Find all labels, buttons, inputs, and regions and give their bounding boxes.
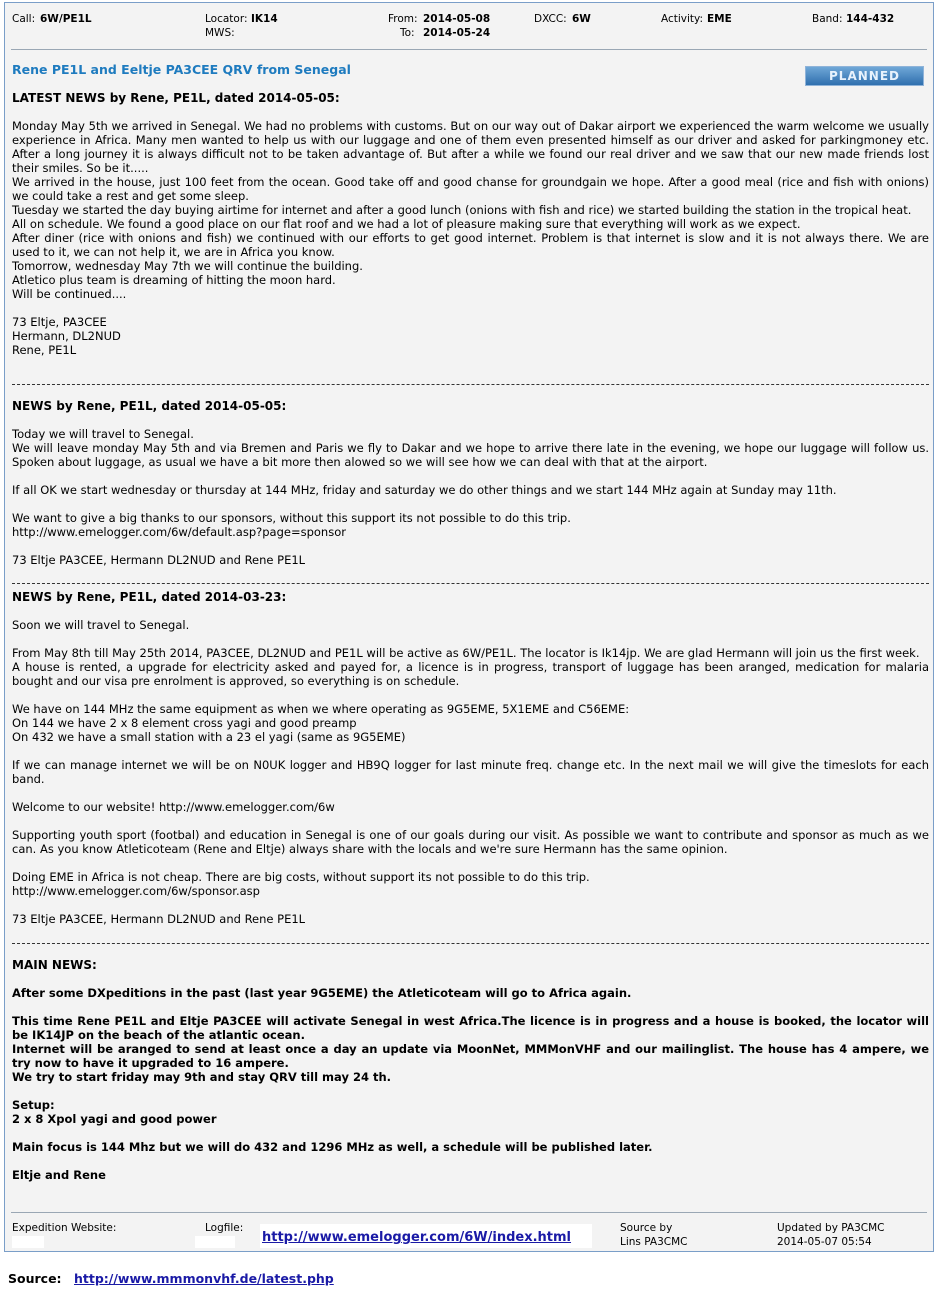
source-by-label: Source by <box>620 1222 673 1234</box>
expedition-card <box>4 2 934 1252</box>
locator-label: Locator: <box>205 13 248 25</box>
activity-label: Activity: <box>661 13 704 25</box>
call-label: Call: <box>12 13 36 25</box>
mws-label: MWS: <box>205 27 235 39</box>
signature-line: 73 Eltje PA3CEE, Hermann DL2NUD and Rene PE1L <box>12 553 306 567</box>
news-paragraph: We have on 144 MHz the same equipment as when we where operating as 9G5EME, 5X1EME and C56EME: <box>12 702 630 716</box>
news-heading: NEWS by Rene, PE1L, dated 2014-03-23: <box>12 590 287 604</box>
news-paragraph: Tuesday we started the day buying airtime for internet and after a good lunch (onions with fish and rice) we started building the station in the tropical heat. <box>12 203 912 217</box>
news-paragraph: A house is rented, a upgrade for electricity asked and payed for, a licence is in progress, transport of luggage has been aranged, medication for malaria bought and our visa pre enrolment is approved, so everything is on schedule. <box>12 660 929 688</box>
band-label: Band: <box>812 13 843 25</box>
source-by-value: Lins PA3CMC <box>620 1236 688 1248</box>
news-paragraph: Today we will travel to Senegal. <box>12 427 194 441</box>
logfile-label: Logfile: <box>205 1222 244 1234</box>
activity-value: EME <box>707 13 732 25</box>
source-link[interactable]: http://www.mmmonvhf.de/latest.php <box>74 1271 334 1286</box>
news-paragraph: If we can manage internet we will be on N0UK logger and HB9Q logger for last minute freq. change etc. In the next mail we will give the timeslots for each band. <box>12 758 929 786</box>
setup-label: Setup: <box>12 1098 55 1112</box>
news-paragraph: We arrived in the house, just 100 feet from the ocean. Good take off and good chanse for groundgain we hope. After a good meal (rice and fish with onions) we could take a rest and get some sleep. <box>12 175 929 203</box>
header-divider <box>11 49 927 50</box>
call-value: 6W/PE1L <box>40 13 92 25</box>
setup-value: 2 x 8 Xpol yagi and good power <box>12 1112 217 1126</box>
logfile-value-box <box>195 1236 235 1248</box>
news-paragraph: Soon we will travel to Senegal. <box>12 618 190 632</box>
main-news-paragraph: Main focus is 144 Mhz but we will do 432 and 1296 MHz as well, a schedule will be published later. <box>12 1140 653 1154</box>
news-paragraph: Monday May 5th we arrived in Senegal. We had no problems with customs. But on our way out of Dakar airport we experienced the warm welcome we usually experience in Africa. Many men wanted to help us with our luggage and one of them even presented himself as our driver and asked for parkingmoney etc. After a long journey it is always difficult not to be taken advantage of. But after a while we found our real driver and we saw that our new made friends lost their smiles. So be it..... <box>12 119 929 175</box>
from-label: From: <box>388 13 418 25</box>
expedition-title: Rene PE1L and Eeltje PA3CEE QRV from Senegal <box>12 62 351 77</box>
dxcc-value: 6W <box>572 13 591 25</box>
news-paragraph: We will leave monday May 5th and via Bremen and Paris we fly to Dakar and we hope to arrive there late in the evening, we hope our luggage will follow us. Spoken about luggage, as usual we have a bit more then alowed so we will see how we can deal with that at the airport. <box>12 441 929 469</box>
main-news-paragraph: After some DXpeditions in the past (last year 9G5EME) the Atleticoteam will go to Africa again. <box>12 986 632 1000</box>
sponsor-url: http://www.emelogger.com/6w/sponsor.asp <box>12 884 260 898</box>
updated-label: Updated by PA3CMC <box>777 1222 885 1234</box>
locator-value: IK14 <box>251 13 278 25</box>
news-paragraph: We want to give a big thanks to our sponsors, without this support its not possible to do this trip. <box>12 511 571 525</box>
news-paragraph: After diner (rice with onions and fish) we continued with our efforts to get good internet. Problem is that internet is slow and it is not always there. We are used to it, we can not help it, we are in Africa you know. <box>12 231 929 259</box>
section-divider <box>12 384 929 385</box>
band-value: 144-432 <box>846 13 895 25</box>
main-news-paragraph: Internet will be aranged to send at least once a day an update via MoonNet, MMMonVHF and our mailinglist. The house has 4 ampere, we try now to have it upgraded to 16 ampere. <box>12 1042 929 1070</box>
sponsor-url: http://www.emelogger.com/6w/default.asp?page=sponsor <box>12 525 346 539</box>
news-paragraph: From May 8th till May 25th 2014, PA3CEE, DL2NUD and PE1L will be active as 6W/PE1L. The locator is Ik14jp. We are glad Hermann will join us the first week. <box>12 646 920 660</box>
main-news-signature: Eltje and Rene <box>12 1168 106 1182</box>
news-paragraph: Doing EME in Africa is not cheap. There are big costs, without support its not possible to do this trip. <box>12 870 590 884</box>
news-heading: NEWS by Rene, PE1L, dated 2014-05-05: <box>12 399 287 413</box>
news-paragraph: On 432 we have a small station with a 23 el yagi (same as 9G5EME) <box>12 730 406 744</box>
section-divider <box>12 583 929 584</box>
news-paragraph: Atletico plus team is dreaming of hitting the moon hard. <box>12 273 336 287</box>
signature-line: Hermann, DL2NUD <box>12 329 121 343</box>
signature-line: 73 Eltje, PA3CEE <box>12 315 107 329</box>
news-paragraph: Tomorrow, wednesday May 7th we will continue the building. <box>12 259 363 273</box>
main-news-heading: MAIN NEWS: <box>12 958 97 972</box>
news-heading: LATEST NEWS by Rene, PE1L, dated 2014-05-05: <box>12 91 340 105</box>
status-badge: PLANNED <box>805 66 924 86</box>
news-paragraph: If all OK we start wednesday or thursday at 144 MHz, friday and saturday we do other things and we start 144 MHz again at Sunday may 11th. <box>12 483 837 497</box>
news-paragraph: Supporting youth sport (footbal) and education in Senegal is one of our goals during our visit. As possible we want to contribute and sponsor as much as we can. As you know Atleticoteam (Rene and Eltje) always share with the locals and we're sure Hermann has the same opinion. <box>12 828 929 856</box>
to-label: To: <box>400 27 415 39</box>
to-value: 2014-05-24 <box>423 27 491 39</box>
news-paragraph: On 144 we have 2 x 8 element cross yagi and good preamp <box>12 716 357 730</box>
news-paragraph: All on schedule. We found a good place on our flat roof and we had a lot of pleasure making sure that everything will work as we expect. <box>12 217 801 231</box>
signature-line: 73 Eltje PA3CEE, Hermann DL2NUD and Rene PE1L <box>12 912 306 926</box>
updated-value: 2014-05-07 05:54 <box>777 1236 872 1248</box>
news-paragraph: Will be continued.... <box>12 287 127 301</box>
website-label: Expedition Website: <box>12 1222 117 1234</box>
signature-line: Rene, PE1L <box>12 343 77 357</box>
news-content <box>12 91 929 1182</box>
section-divider <box>12 943 929 944</box>
news-paragraph: Welcome to our website! http://www.emelogger.com/6w <box>12 800 335 814</box>
main-news-paragraph: This time Rene PE1L and Eltje PA3CEE will activate Senegal in west Africa.The licence is in progress and a house is booked, the locator will be IK14JP on the beach of the atlantic ocean. <box>12 1014 929 1042</box>
website-value-box <box>12 1236 44 1248</box>
main-news-paragraph: We try to start friday may 9th and stay QRV till may 24 th. <box>12 1070 392 1084</box>
source-label: Source: <box>8 1271 62 1286</box>
footer-divider <box>11 1212 927 1213</box>
logfile-link[interactable]: http://www.emelogger.com/6W/index.html <box>262 1230 572 1245</box>
card-header <box>5 3 933 47</box>
from-value: 2014-05-08 <box>423 13 491 25</box>
dxcc-label: DXCC: <box>534 13 567 25</box>
